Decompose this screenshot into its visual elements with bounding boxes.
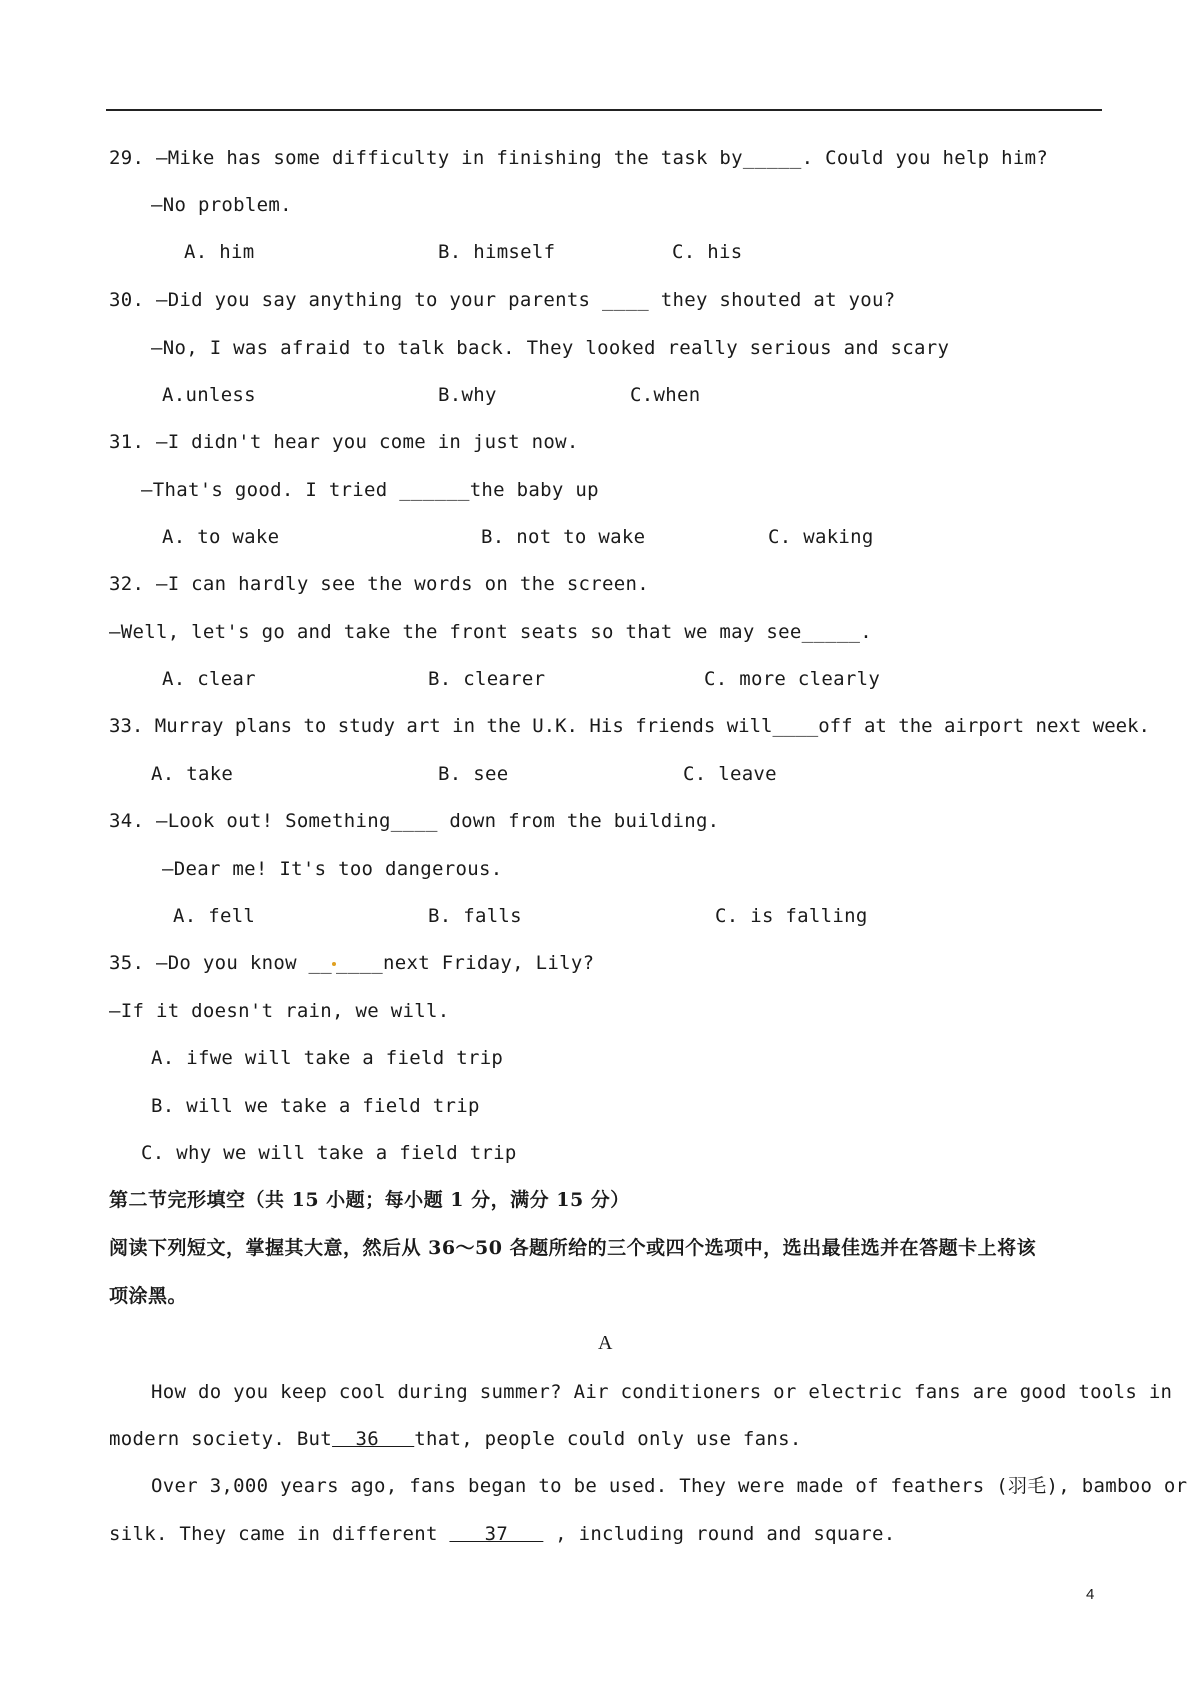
section-heading: 第二节完形填空（共 15 小题；每小题 1 分，满分 15 分） — [109, 1189, 630, 1211]
q30-stem: 30. —Did you say anything to your parents ____ they shouted at you? — [109, 289, 896, 311]
q35-option-c: C. why we will take a field trip — [141, 1142, 517, 1164]
header-rule — [106, 109, 1102, 111]
passage-p1-line1 — [151, 1380, 1172, 1404]
q30-reply: —No, I was afraid to talk back. They looked really serious and scary — [151, 337, 950, 359]
page-number: 4 — [1086, 1586, 1095, 1603]
q35-reply: —If it doesn't rain, we will. — [109, 1000, 450, 1022]
passage-p2-line1: Over 3,000 years ago, fans began to be used. They were made of feathers (羽毛), bamboo or — [151, 1475, 1188, 1497]
q31-option-a: A. to wake — [162, 526, 280, 548]
q34-reply: —Dear me! It's too dangerous. — [162, 858, 503, 880]
section-instruction-line1: 阅读下列短文，掌握其大意，然后从 36～50 各题所给的三个或四个选项中，选出最佳选并在答题卡上将该 — [109, 1237, 1037, 1259]
q29-option-b: B. himself — [438, 241, 556, 263]
q33-option-b: B. see — [438, 763, 509, 785]
q35-stem — [109, 951, 594, 975]
q32-reply: —Well, let's go and take the front seats so that we may see_____. — [109, 621, 873, 643]
section-instruction-line2: 项涂黑。 — [109, 1285, 188, 1307]
passage-p2-line2 — [109, 1522, 896, 1546]
passage-p2-line2-start: silk. They came in different — [109, 1523, 450, 1545]
q32-option-a: A. clear — [162, 668, 256, 690]
passage-p2-line2-end: , including round and square. — [543, 1523, 896, 1545]
q31-option-c: C. waking — [768, 526, 874, 548]
q31-reply: —That's good. I tried ______the baby up — [141, 479, 599, 501]
q29-option-c: C. his — [672, 241, 743, 263]
q35-option-b: B. will we take a field trip — [151, 1095, 480, 1117]
q32-option-c: C. more clearly — [704, 668, 881, 690]
q34-option-b: B. falls — [428, 905, 522, 927]
q31-stem: 31. —I didn't hear you come in just now. — [109, 431, 579, 453]
q32-option-b: B. clearer — [428, 668, 546, 690]
passage-p1-line2-start: modern society. But — [109, 1428, 333, 1450]
q30-option-a: A.unless — [162, 384, 256, 406]
q29-option-a: A. him — [184, 241, 255, 263]
q34-option-a: A. fell — [173, 905, 256, 927]
q30-option-c: C.when — [630, 384, 701, 406]
q30-option-b: B.why — [438, 384, 497, 406]
passage-p1-first-letter: H — [151, 1381, 163, 1403]
passage-p1-line1-rest: ow do you keep cool during summer? Air conditioners or electric fans are good tools in — [162, 1381, 1173, 1403]
q29-reply: —No problem. — [151, 194, 292, 216]
q32-stem: 32. —I can hardly see the words on the screen. — [109, 573, 649, 595]
q29-stem: 29. —Mike has some difficulty in finishing the task by_____. Could you help him? — [109, 147, 1049, 169]
q31-option-b: B. not to wake — [481, 526, 646, 548]
blank-36: 36 — [332, 1428, 415, 1450]
q33-stem: 33. Murray plans to study art in the U.K. His friends will____off at the airport next week. — [109, 715, 1150, 737]
q34-stem: 34. —Look out! Something____ down from the building. — [109, 810, 720, 832]
passage-p1-line2-end: that, people could only use fans. — [414, 1428, 802, 1450]
q35-stem-end: ____next Friday, Lily? — [336, 952, 595, 974]
q33-option-a: A. take — [151, 763, 234, 785]
q34-option-c: C. is falling — [715, 905, 868, 927]
passage-p1-line2 — [109, 1427, 802, 1451]
q35-stem-start: 35. —Do you know __ — [109, 952, 333, 974]
q35-option-a: A. ifwe will take a field trip — [151, 1047, 504, 1069]
q33-option-c: C. leave — [683, 763, 777, 785]
passage-title: A — [598, 1332, 613, 1354]
blank-37: 37 — [449, 1523, 544, 1545]
